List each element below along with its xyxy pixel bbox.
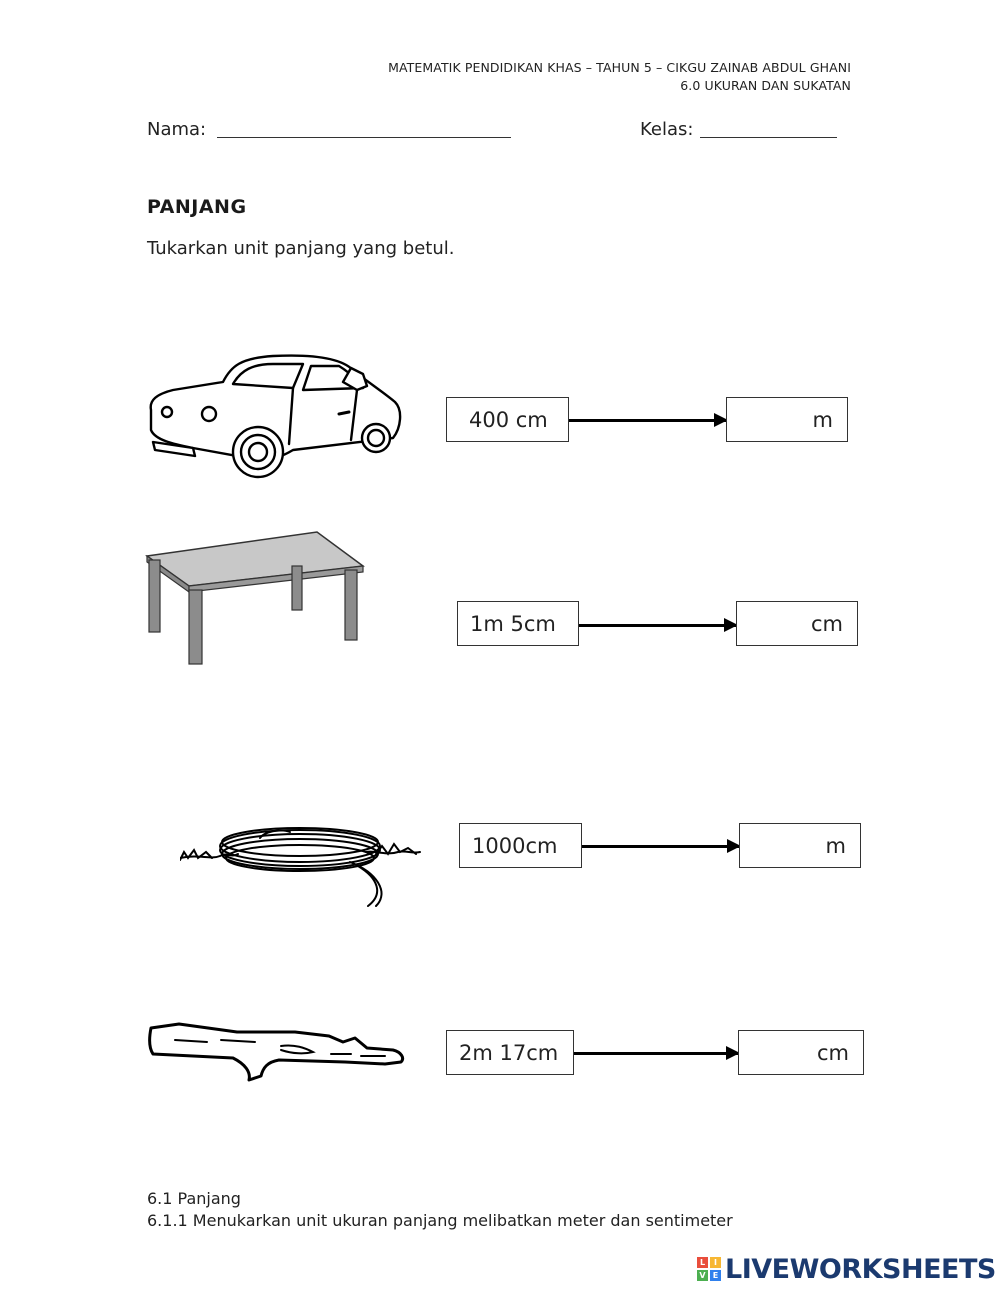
arrow-4 (574, 1052, 738, 1055)
rope-icon (180, 822, 422, 910)
page-title: PANJANG (147, 196, 247, 218)
logo-text: LIVEWORKSHEETS (725, 1253, 996, 1285)
answer-box-2[interactable]: cm (736, 601, 858, 646)
answer-box-4[interactable]: cm (738, 1030, 864, 1075)
stick-icon (145, 1018, 407, 1086)
from-value-4: 2m 17cm (446, 1030, 574, 1075)
logo-block-i: I (710, 1257, 721, 1268)
table-icon (145, 530, 365, 666)
logo-blocks (697, 1257, 721, 1281)
kelas-field[interactable] (700, 117, 837, 138)
from-value-2: 1m 5cm (457, 601, 579, 646)
header-line-2: 6.0 UKURAN DAN SUKATAN (680, 78, 851, 93)
logo-block-v: V (697, 1270, 708, 1281)
answer-box-3[interactable]: m (739, 823, 861, 868)
from-value-1: 400 cm (446, 397, 569, 442)
from-value-3: 1000cm (459, 823, 582, 868)
kelas-label: Kelas: (640, 119, 694, 140)
arrow-1 (569, 419, 726, 422)
arrow-3 (582, 845, 739, 848)
logo-block-l: L (697, 1257, 708, 1268)
answer-box-1[interactable]: m (726, 397, 848, 442)
car-icon (143, 352, 405, 482)
nama-field[interactable] (217, 117, 511, 138)
nama-label: Nama: (147, 119, 207, 140)
liveworksheets-logo (697, 1253, 996, 1285)
logo-block-e: E (710, 1270, 721, 1281)
instruction-text: Tukarkan unit panjang yang betul. (147, 238, 455, 259)
footer-line-2: 6.1.1 Menukarkan unit ukuran panjang melibatkan meter dan sentimeter (147, 1211, 733, 1230)
arrow-2 (579, 624, 736, 627)
footer-line-1: 6.1 Panjang (147, 1189, 241, 1208)
header-line-1: MATEMATIK PENDIDIKAN KHAS – TAHUN 5 – CIKGU ZAINAB ABDUL GHANI (388, 60, 851, 75)
